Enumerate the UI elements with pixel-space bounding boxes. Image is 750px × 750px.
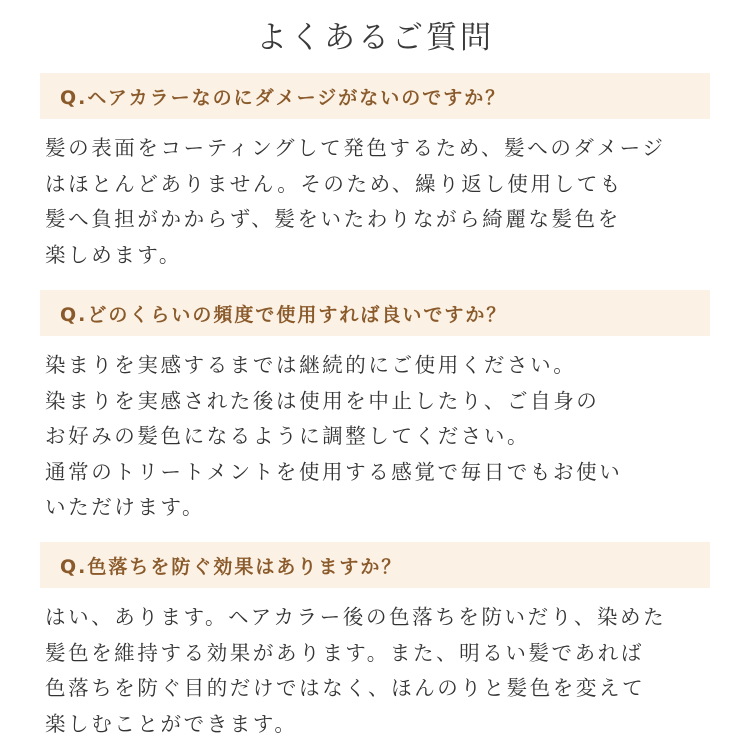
answer-line: 髪色を維持する効果があります。また、明るい髪であれば (45, 640, 644, 665)
answer-line: 通常のトリートメントを使用する感覚で毎日でもお使い (45, 459, 623, 484)
faq-answer (40, 600, 710, 742)
answer-line: 髪へ負担がかからず、髪をいたわりながら綺麗な髪色を (45, 207, 621, 231)
faq-answer (40, 131, 710, 273)
faq-question-bar (40, 290, 710, 336)
answer-line: 髪の表面をコーティングして発色するため、髪へのダメージ (45, 136, 666, 160)
faq-answer (40, 348, 710, 526)
faq-question-text: Q.ヘアカラーなのにダメージがないのですか？ (60, 86, 507, 109)
faq-item-2 (40, 290, 710, 526)
answer-line: お好みの髪色になるように調整してください。 (45, 424, 531, 448)
answer-line: 楽しむことができます。 (45, 711, 298, 736)
page-title: よくあるご質問 (256, 20, 494, 56)
faq-question-bar (40, 73, 710, 119)
answer-line: 楽しめます。 (45, 242, 182, 267)
answer-line: 染まりを実感された後は使用を中止したり、ご自身の (45, 388, 600, 413)
answer-line: 染まりを実感するまでは継続的にご使用ください。 (45, 353, 577, 377)
answer-line: はい、あります。ヘアカラー後の色落ちを防いだり、染めた (45, 605, 667, 629)
faq-question-text: Q.どのくらいの頻度で使用すれば良いですか？ (60, 303, 508, 326)
answer-line: はほとんどありません。そのため、繰り返し使用しても (45, 171, 623, 196)
faq-question-text: Q.色落ちを防ぐ効果はありますか？ (60, 555, 403, 578)
faq-question-bar (40, 542, 710, 588)
answer-line: いただけます。 (45, 495, 206, 519)
answer-line: 色落ちを防ぐ目的だけではなく、ほんのりと髪色を変えて (45, 676, 646, 700)
faq-item-3 (40, 542, 710, 742)
faq-item-1 (40, 73, 710, 273)
